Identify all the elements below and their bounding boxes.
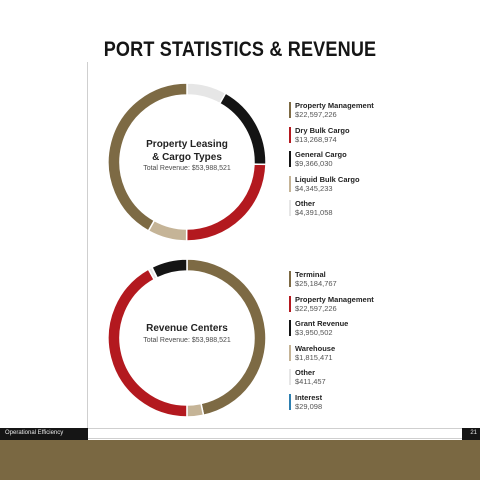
legend-value: $22,597,226 xyxy=(295,110,337,119)
legend-item-general-cargo xyxy=(289,150,439,175)
donut-slice-dry-bulk-cargo xyxy=(187,164,266,241)
footer-section-label: Operational Efficiency xyxy=(5,430,64,436)
legend-item-interest xyxy=(289,393,439,418)
footer-right-block xyxy=(462,428,480,440)
legend-swatch xyxy=(289,296,291,312)
legend-value: $22,597,226 xyxy=(295,303,337,313)
footer-left-block xyxy=(0,428,88,440)
legend-swatch xyxy=(289,271,291,287)
legend-value: $1,815,471 xyxy=(295,352,333,362)
legend-item-dry-bulk-cargo xyxy=(289,126,439,151)
legend-swatch xyxy=(289,320,291,336)
chart-legend-revenue-centers xyxy=(289,270,439,417)
chart-legend-property-leasing xyxy=(289,101,439,224)
legend-swatch xyxy=(289,176,291,192)
legend-label: General Cargo xyxy=(295,150,347,159)
donut-center-label xyxy=(105,139,269,172)
legend-label: Interest xyxy=(295,392,323,402)
page-title: PORT STATISTICS & REVENUE xyxy=(103,38,377,61)
legend-swatch xyxy=(289,394,291,410)
chart-total: Total Revenue: $53,988,521 xyxy=(143,336,231,344)
legend-label: Dry Bulk Cargo xyxy=(295,125,350,135)
donut-chart-revenue-centers xyxy=(105,256,269,420)
donut-slice-grant-revenue xyxy=(152,259,187,278)
legend-value: $25,184,767 xyxy=(295,279,337,288)
legend-value: $411,457 xyxy=(295,377,326,386)
legend-item-other xyxy=(289,368,439,393)
donut-slice-liquid-bulk-cargo xyxy=(148,220,186,241)
legend-item-other xyxy=(289,199,439,224)
legend-label: Liquid Bulk Cargo xyxy=(295,174,360,184)
legend-label: Terminal xyxy=(295,270,326,279)
legend-swatch xyxy=(289,127,291,143)
footer-bar xyxy=(0,428,480,440)
chart-title: Revenue Centers xyxy=(146,323,228,334)
legend-value: $4,391,058 xyxy=(295,208,333,217)
chart-total: Total Revenue: $53,988,521 xyxy=(143,165,231,172)
vertical-divider xyxy=(87,62,88,438)
legend-item-property-management xyxy=(289,101,439,126)
legend-label: Other xyxy=(295,368,316,377)
page-number: 21 xyxy=(470,430,477,436)
chart-title: Property Leasing & Cargo Types xyxy=(146,139,228,163)
legend-label: Property Management xyxy=(295,294,374,304)
legend-label: Other xyxy=(295,199,316,208)
legend-swatch xyxy=(289,345,291,361)
legend-label: Grant Revenue xyxy=(295,319,349,328)
legend-value: $29,098 xyxy=(295,401,323,411)
legend-item-property-management xyxy=(289,295,439,320)
donut-chart-property-leasing xyxy=(105,80,269,244)
legend-swatch xyxy=(289,369,291,385)
footer-rule xyxy=(88,428,462,439)
legend-label: Property Management xyxy=(295,101,374,110)
donut-slice-other xyxy=(187,83,226,104)
legend-swatch xyxy=(289,102,291,118)
legend-value: $13,268,974 xyxy=(295,134,337,144)
legend-item-grant-revenue xyxy=(289,319,439,344)
donut-center-label xyxy=(105,323,269,344)
legend-swatch xyxy=(289,200,291,216)
legend-swatch xyxy=(289,151,291,167)
legend-value: $9,366,030 xyxy=(295,159,333,168)
legend-value: $4,345,233 xyxy=(295,183,333,193)
legend-value: $3,950,502 xyxy=(295,328,333,337)
legend-label: Warehouse xyxy=(295,343,336,353)
legend-item-liquid-bulk-cargo xyxy=(289,175,439,200)
bottom-color-band xyxy=(0,440,480,480)
donut-slice-warehouse xyxy=(187,404,204,417)
legend-item-terminal xyxy=(289,270,439,295)
legend-item-warehouse xyxy=(289,344,439,369)
